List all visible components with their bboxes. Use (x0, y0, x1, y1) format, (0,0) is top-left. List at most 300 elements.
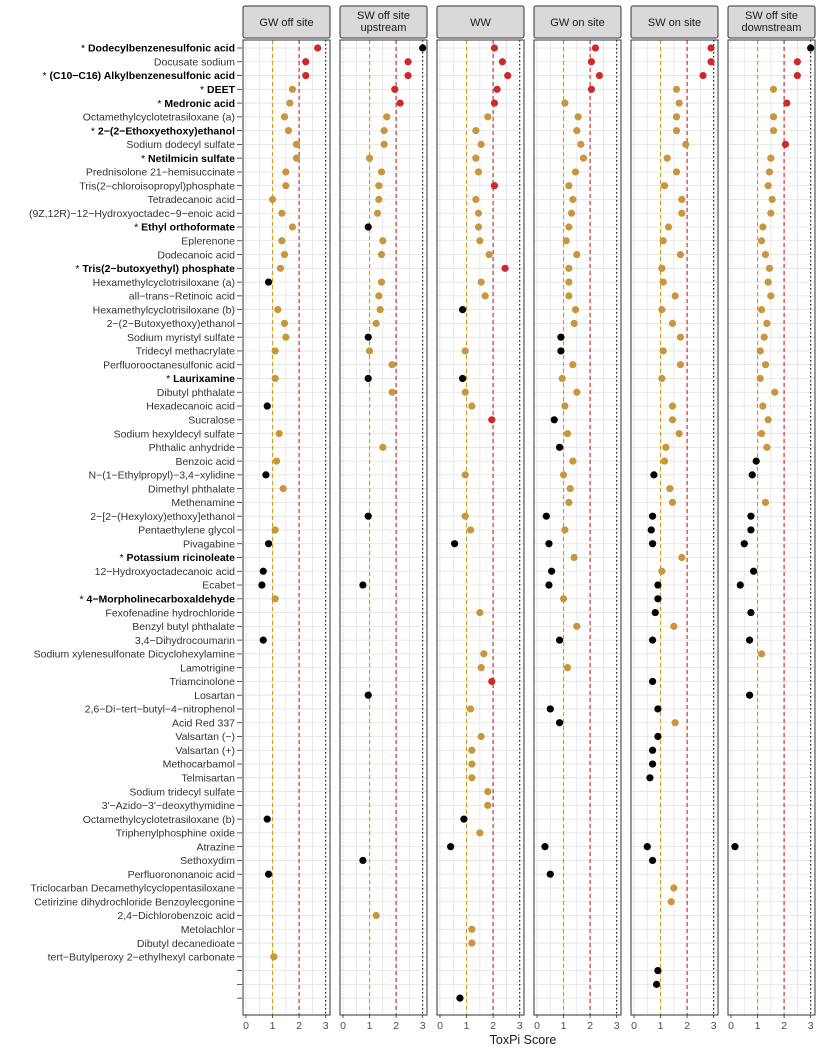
data-point (265, 278, 272, 285)
data-point (649, 760, 656, 767)
data-point (572, 306, 579, 313)
data-point (373, 912, 380, 919)
data-point (767, 155, 774, 162)
data-point (794, 58, 801, 65)
y-tick-label: Acid Red 337 (171, 717, 235, 730)
data-point (765, 416, 772, 423)
data-point (678, 210, 685, 217)
data-point (381, 127, 388, 134)
data-point (565, 278, 572, 285)
data-point (673, 127, 680, 134)
data-point (472, 155, 479, 162)
data-point (269, 196, 276, 203)
data-point (762, 251, 769, 258)
data-point (747, 526, 754, 533)
data-point (451, 540, 458, 547)
data-point (737, 581, 744, 588)
data-point (366, 347, 373, 354)
data-point (766, 265, 773, 272)
data-point (767, 292, 774, 299)
data-point (783, 99, 790, 106)
data-point (475, 210, 482, 217)
data-point (669, 416, 676, 423)
data-point (314, 44, 321, 51)
y-tick-label: Eplerenone (181, 235, 235, 248)
data-point (545, 581, 552, 588)
data-point (649, 540, 656, 547)
data-point (757, 347, 764, 354)
data-point (462, 471, 469, 478)
y-tick-label: Atrazine (196, 841, 235, 854)
data-point (272, 347, 279, 354)
facet-panel (728, 6, 815, 1015)
data-point (404, 72, 411, 79)
data-point (468, 747, 475, 754)
data-point (665, 223, 672, 230)
data-point (569, 361, 576, 368)
data-point (767, 210, 774, 217)
data-point (396, 99, 403, 106)
data-point (569, 196, 576, 203)
data-point (669, 499, 676, 506)
y-tick-label: Tetradecanoic acid (147, 194, 235, 207)
data-point (649, 678, 656, 685)
data-point (577, 141, 584, 148)
y-tick-label: Hexadecanoic acid (146, 400, 235, 413)
data-point (265, 540, 272, 547)
y-tick-label: Hexamethylcyclotrisiloxane (b) (92, 304, 235, 317)
y-tick-label: Tridecyl methacrylate (135, 345, 235, 358)
data-point (565, 223, 572, 230)
data-point (472, 196, 479, 203)
data-point (381, 141, 388, 148)
data-point (664, 155, 671, 162)
data-point (770, 113, 777, 120)
data-point (543, 513, 550, 520)
data-point (673, 168, 680, 175)
data-point (770, 86, 777, 93)
data-point (264, 816, 271, 823)
y-tick-label: Prednisolone 21−hemisuccinate (85, 166, 235, 179)
panel-background (631, 40, 718, 1015)
data-point (491, 44, 498, 51)
facet-panel (437, 6, 524, 1015)
data-point (462, 389, 469, 396)
data-point (560, 471, 567, 478)
data-point (765, 182, 772, 189)
data-point (654, 733, 661, 740)
data-point (478, 141, 485, 148)
data-point (658, 265, 665, 272)
data-point (478, 664, 485, 671)
data-point (419, 44, 426, 51)
data-point (488, 678, 495, 685)
data-point (569, 458, 576, 465)
data-point (281, 113, 288, 120)
data-point (782, 141, 789, 148)
y-tick-label: Sucralose (188, 414, 235, 427)
data-point (293, 141, 300, 148)
data-point (580, 155, 587, 162)
data-point (794, 72, 801, 79)
y-tick-label: Methenamine (171, 497, 235, 510)
data-point (262, 471, 269, 478)
data-point (650, 471, 657, 478)
data-point (365, 692, 372, 699)
data-point (282, 168, 289, 175)
data-point (762, 499, 769, 506)
data-point (459, 375, 466, 382)
x-tick-label: 2 (490, 1020, 497, 1032)
data-point (547, 705, 554, 712)
x-tick-label: 0 (631, 1020, 637, 1032)
data-point (378, 278, 385, 285)
data-point (484, 802, 491, 809)
data-point (654, 967, 661, 974)
data-point (557, 334, 564, 341)
data-point (575, 113, 582, 120)
data-point (289, 86, 296, 93)
y-tick-label: Hexamethylcyclotrisiloxane (a) (92, 276, 235, 289)
data-point (769, 196, 776, 203)
x-tick-label: 3 (322, 1020, 329, 1032)
data-point (571, 320, 578, 327)
x-axis (243, 1015, 814, 1032)
facet-strip-label: SW off site (357, 10, 410, 22)
data-point (548, 568, 555, 575)
y-tick-label: 3'−Azido−3'−deoxythymidine (101, 800, 235, 813)
data-point (758, 650, 765, 657)
data-point (563, 237, 570, 244)
y-tick-label: Docusate sodium (153, 56, 235, 69)
y-tick-label: Triamcinolone (169, 676, 235, 689)
y-tick-label: Sodium dodecyl sulfate (126, 139, 235, 152)
data-point (573, 127, 580, 134)
data-point (699, 72, 706, 79)
data-point (747, 513, 754, 520)
x-tick-label: 3 (807, 1020, 814, 1032)
data-point (281, 320, 288, 327)
y-tick-label: * Laurixamine (166, 373, 235, 386)
data-point (592, 44, 599, 51)
data-point (468, 402, 475, 409)
x-tick-label: 3 (710, 1020, 717, 1032)
data-point (658, 306, 665, 313)
data-point (478, 278, 485, 285)
facet-panel (243, 6, 330, 1015)
facet-panel (631, 6, 718, 1015)
data-point (770, 127, 777, 134)
data-point (484, 788, 491, 795)
data-point (766, 168, 773, 175)
data-point (456, 995, 463, 1002)
data-point (277, 265, 284, 272)
data-point (280, 485, 287, 492)
data-point (264, 402, 271, 409)
y-tick-label: Sodium xylenesulfonate Dicyclohexylamine (33, 648, 235, 661)
data-point (560, 595, 567, 602)
data-point (763, 320, 770, 327)
data-point (391, 86, 398, 93)
data-point (649, 513, 656, 520)
data-point (359, 581, 366, 588)
y-tick-label: * Medronic acid (157, 97, 235, 110)
data-point (682, 141, 689, 148)
data-point (672, 292, 679, 299)
data-point (272, 526, 279, 533)
y-tick-label: Metolachlor (180, 923, 235, 936)
panel-layer (243, 6, 815, 1015)
data-point (468, 939, 475, 946)
y-tick-label: Dimethyl phthalate (148, 483, 235, 496)
data-point (559, 375, 566, 382)
data-point (293, 155, 300, 162)
panel-background (534, 40, 621, 1015)
data-point (807, 44, 814, 51)
facet-panel (534, 6, 621, 1015)
data-point (658, 568, 665, 575)
data-point (551, 416, 558, 423)
data-point (649, 747, 656, 754)
data-point (565, 499, 572, 506)
data-point (673, 113, 680, 120)
y-tick-label: Ecabet (202, 579, 235, 592)
data-point (375, 196, 382, 203)
data-point (670, 623, 677, 630)
data-point (676, 430, 683, 437)
data-point (666, 485, 673, 492)
y-tick-label: Lamotrigine (180, 662, 235, 675)
y-tick-label: 2−(2−Butoxyethoxy)ethanol (106, 318, 235, 331)
data-point (556, 444, 563, 451)
data-point (568, 210, 575, 217)
y-tick-label: 12−Hydroxyoctadecanoic acid (94, 565, 235, 578)
y-tick-label: Dodecanoic acid (157, 249, 235, 262)
y-tick-label: Sethoxydim (180, 855, 235, 868)
y-tick-label: Valsartan (−) (175, 731, 235, 744)
x-tick-label: 1 (754, 1020, 761, 1032)
data-point (588, 58, 595, 65)
data-point (571, 554, 578, 561)
facet-strip-label: SW on site (647, 17, 702, 29)
data-point (491, 182, 498, 189)
y-tick-label: (9Z,12R)−12−Hydroxyoctadec−9−enoic acid (28, 207, 235, 220)
data-point (762, 361, 769, 368)
y-tick-label: Phthalic anhydride (148, 442, 235, 455)
data-point (561, 526, 568, 533)
y-tick-label: * Tris(2−butoxyethyl) phosphate (75, 263, 235, 276)
y-tick-label: * Netilmicin sulfate (141, 152, 235, 165)
x-tick-label: 0 (437, 1020, 443, 1032)
data-point (272, 375, 279, 382)
facet-strip-label: GW on site (550, 17, 605, 29)
data-point (654, 595, 661, 602)
x-tick-label: 1 (560, 1020, 567, 1032)
panel-background (340, 40, 427, 1015)
data-point (747, 609, 754, 616)
data-point (648, 526, 655, 533)
data-point (377, 306, 384, 313)
x-tick-label: 1 (463, 1020, 470, 1032)
x-tick-label: 3 (516, 1020, 523, 1032)
data-point (561, 402, 568, 409)
data-point (678, 554, 685, 561)
data-point (565, 182, 572, 189)
data-point (654, 705, 661, 712)
data-point (365, 375, 372, 382)
data-point (649, 637, 656, 644)
y-tick-label: Dibutyl phthalate (156, 386, 235, 399)
data-point (758, 237, 765, 244)
facet-strip-label: downstream (741, 22, 802, 34)
x-tick-label: 2 (684, 1020, 691, 1032)
y-tick-label: Telmisartan (181, 772, 235, 785)
data-point (484, 113, 491, 120)
data-point (660, 278, 667, 285)
data-point (757, 375, 764, 382)
y-tick-label: Sodium hexyldecyl sulfate (113, 428, 235, 441)
data-point (653, 981, 660, 988)
y-tick-label: 2−[2−(Hexyloxy)ethoxy]ethanol (90, 510, 235, 523)
y-tick-label: N−(1−Ethylpropyl)−3,4−xylidine (88, 469, 235, 482)
data-point (491, 99, 498, 106)
data-point (658, 375, 665, 382)
data-point (270, 953, 277, 960)
data-point (488, 416, 495, 423)
data-point (467, 526, 474, 533)
y-tick-label: Triphenylphosphine oxide (115, 827, 235, 840)
data-point (588, 86, 595, 93)
y-tick-label: all−trans−Retinoic acid (128, 290, 235, 303)
data-point (759, 402, 766, 409)
x-tick-label: 2 (296, 1020, 303, 1032)
y-tick-label: 2,4−Dichlorobenzoic acid (117, 910, 235, 923)
data-point (272, 595, 279, 602)
data-point (274, 306, 281, 313)
data-point (662, 444, 669, 451)
data-point (281, 251, 288, 258)
y-tick-label: Perfluorononanoic acid (127, 868, 235, 881)
data-point (573, 251, 580, 258)
data-point (302, 72, 309, 79)
data-point (677, 334, 684, 341)
data-point (572, 168, 579, 175)
data-point (707, 58, 714, 65)
data-point (660, 347, 667, 354)
facet-panel (340, 6, 427, 1015)
y-tick-label: Cetirizine dihydrochloride Benzoylecgonine (34, 896, 235, 909)
data-point (677, 361, 684, 368)
data-point (758, 430, 765, 437)
data-point (468, 760, 475, 767)
data-point (654, 581, 661, 588)
x-tick-label: 3 (613, 1020, 620, 1032)
data-point (478, 733, 485, 740)
data-point (668, 898, 675, 905)
data-point (669, 320, 676, 327)
facet-strip-label: SW off site (745, 10, 798, 22)
data-point (567, 485, 574, 492)
data-point (286, 99, 293, 106)
data-point (676, 99, 683, 106)
x-tick-label: 0 (243, 1020, 249, 1032)
data-point (468, 926, 475, 933)
y-tick-label: * 2−(2−Ethoxyethoxy)ethanol (90, 125, 235, 138)
data-point (673, 86, 680, 93)
data-point (383, 113, 390, 120)
x-tick-label: 1 (269, 1020, 276, 1032)
data-point (374, 210, 381, 217)
data-point (750, 568, 757, 575)
y-tick-label: Benzyl butyl phthalate (132, 621, 235, 634)
data-point (482, 292, 489, 299)
data-point (677, 251, 684, 258)
data-point (759, 223, 766, 230)
y-tick-label: Losartan (194, 689, 235, 702)
data-point (375, 292, 382, 299)
data-point (499, 58, 506, 65)
data-point (746, 637, 753, 644)
data-point (462, 347, 469, 354)
facet-strip-label: GW off site (259, 17, 314, 29)
x-tick-label: 2 (393, 1020, 400, 1032)
data-point (573, 389, 580, 396)
data-point (741, 540, 748, 547)
data-point (365, 334, 372, 341)
data-point (359, 857, 366, 864)
x-tick-label: 1 (657, 1020, 664, 1032)
data-point (707, 44, 714, 51)
y-tick-label: Perfluorooctanesulfonic acid (103, 359, 235, 372)
data-point (273, 458, 280, 465)
data-point (564, 664, 571, 671)
x-tick-label: 2 (781, 1020, 788, 1032)
data-point (669, 402, 676, 409)
data-point (678, 196, 685, 203)
data-point (276, 430, 283, 437)
data-point (378, 168, 385, 175)
data-point (670, 884, 677, 891)
y-axis-labels (29, 43, 242, 998)
y-tick-label: Octamethylcyclotetrasiloxane (b) (82, 813, 235, 826)
data-point (545, 540, 552, 547)
data-point (556, 719, 563, 726)
y-tick-label: 2,6−Di−tert−butyl−4−nitrophenol (84, 703, 235, 716)
data-point (389, 389, 396, 396)
x-tick-label: 0 (534, 1020, 540, 1032)
y-tick-label: Sodium tridecyl sulfate (129, 786, 235, 799)
data-point (476, 237, 483, 244)
data-point (644, 843, 651, 850)
data-point (753, 458, 760, 465)
y-tick-label: Tris(2−chloroisopropyl)phosphate (79, 180, 235, 193)
data-point (460, 816, 467, 823)
data-point (661, 182, 668, 189)
y-tick-label: Benzoic acid (175, 455, 235, 468)
x-tick-label: 0 (728, 1020, 734, 1032)
data-point (265, 871, 272, 878)
data-point (661, 458, 668, 465)
data-point (447, 843, 454, 850)
data-point (468, 774, 475, 781)
data-point (475, 168, 482, 175)
data-point (260, 637, 267, 644)
y-tick-label: * 4−Morpholinecarboxaldehyde (79, 593, 235, 606)
data-point (278, 237, 285, 244)
data-point (475, 223, 482, 230)
y-tick-label: Dibutyl decanedioate (136, 937, 235, 950)
data-point (373, 320, 380, 327)
